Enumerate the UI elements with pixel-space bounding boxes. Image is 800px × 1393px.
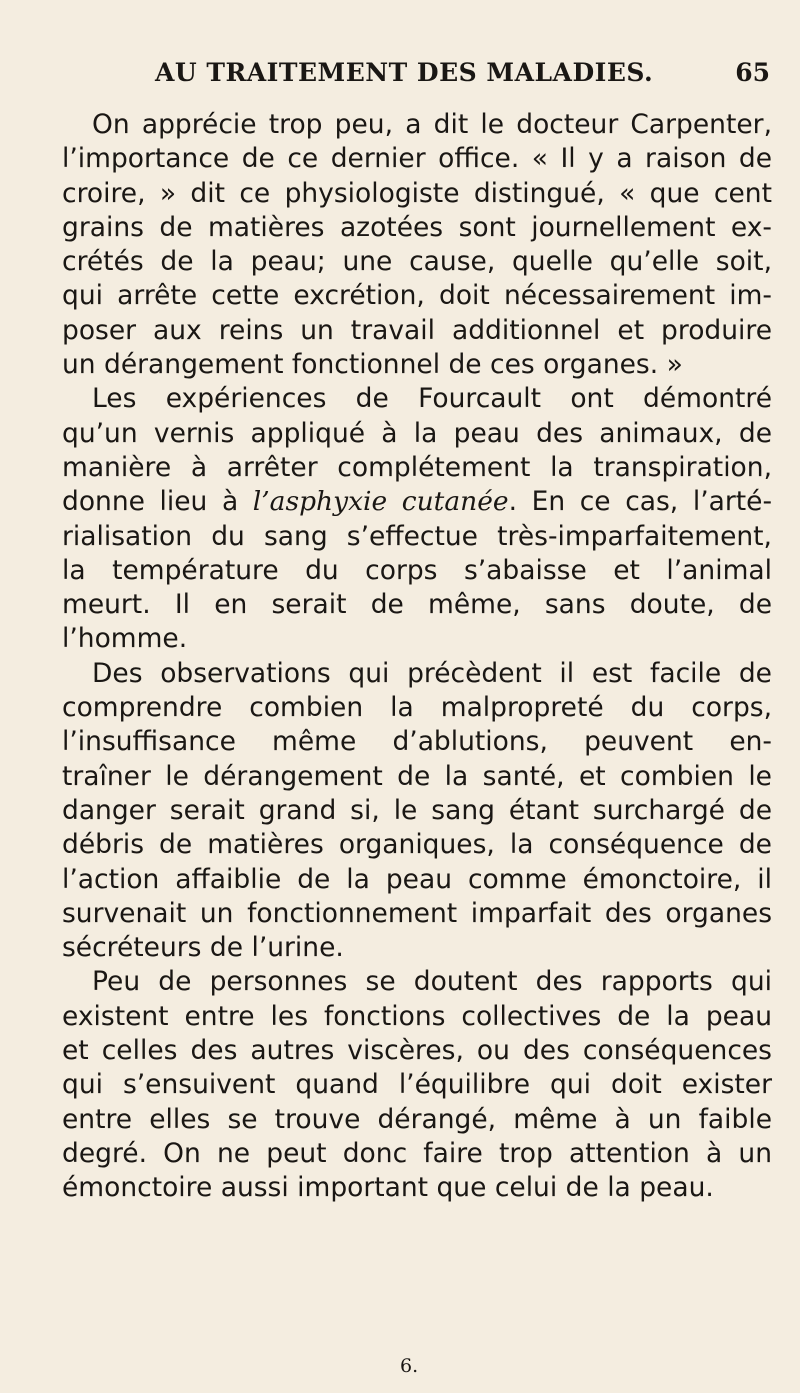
text-line: survenait un fonctionnement imparfait des organes	[62, 897, 772, 929]
text-line: grains de matières azotées sont journellement ex-	[62, 211, 772, 243]
text-line: traîner le dérangement de la santé, et combien le	[62, 760, 772, 792]
text-segment: . En ce cas, l’arté-	[508, 486, 773, 518]
text-line: Des observations qui précèdent il est facile de	[92, 657, 772, 689]
text-line: l’action affaiblie de la peau comme émonctoire, il	[62, 863, 772, 895]
text-line: qui arrête cette excrétion, doit nécessairement im-	[62, 280, 772, 312]
text-line: Les expériences de Fourcault ont démontré	[92, 383, 772, 415]
text-line: qu’un vernis appliqué à la peau des animaux, de	[62, 417, 772, 449]
text-line: Peu de personnes se doutent des rapports qui	[92, 966, 772, 998]
text-line: crétés de la peau; une cause, quelle qu’elle soit,	[62, 246, 772, 278]
page-number: 65	[735, 58, 770, 87]
text-line: croire, » dit ce physiologiste distingué, « que cent	[62, 177, 772, 209]
signature-mark: 6.	[400, 1355, 419, 1377]
text-line: débris de matières organiques, la conséquence de	[62, 829, 772, 861]
body-text	[62, 108, 772, 1206]
text-line: l’importance de ce dernier office. « Il y a raison de	[62, 143, 772, 175]
text-line: un dérangement fonctionnel de ces organes. »	[62, 349, 683, 381]
text-line: sécréteurs de l’urine.	[62, 932, 344, 964]
text-line: entre elles se trouve dérangé, même à un faible	[62, 1103, 772, 1135]
text-line: existent entre les fonctions collectives de la peau	[62, 1000, 772, 1032]
running-title: AU TRAITEMENT DES MALADIES.	[155, 58, 654, 87]
text-line: danger serait grand si, le sang étant surchargé de	[62, 794, 772, 826]
text-line-with-italic	[62, 485, 772, 519]
text-line: On apprécie trop peu, a dit le docteur Carpenter,	[92, 109, 772, 140]
text-line: l’insuffisance même d’ablutions, peuvent en-	[62, 726, 772, 758]
text-line: émonctoire aussi important que celui de la peau.	[62, 1172, 714, 1204]
text-line: la température du corps s’abaisse et l’animal	[62, 554, 772, 586]
text-line: poser aux reins un travail additionnel et produire	[62, 314, 772, 346]
text-segment: donne lieu à	[62, 486, 253, 518]
italic-term: l’asphyxie cutanée	[252, 486, 509, 518]
text-line: manière à arrêter complétement la transpiration,	[62, 451, 772, 483]
text-line: rialisation du sang s’effectue très-imparfaitement,	[62, 520, 772, 552]
page-header	[80, 58, 770, 94]
text-line: l’homme.	[62, 623, 188, 655]
text-line: et celles des autres viscères, ou des conséquences	[62, 1035, 772, 1067]
text-line: qui s’ensuivent quand l’équilibre qui doit exister	[62, 1069, 772, 1101]
text-line: comprendre combien la malpropreté du corps,	[62, 692, 772, 724]
text-line: degré. On ne peut donc faire trop attention à un	[62, 1137, 772, 1169]
text-line: meurt. Il en serait de même, sans doute, de	[62, 589, 772, 621]
